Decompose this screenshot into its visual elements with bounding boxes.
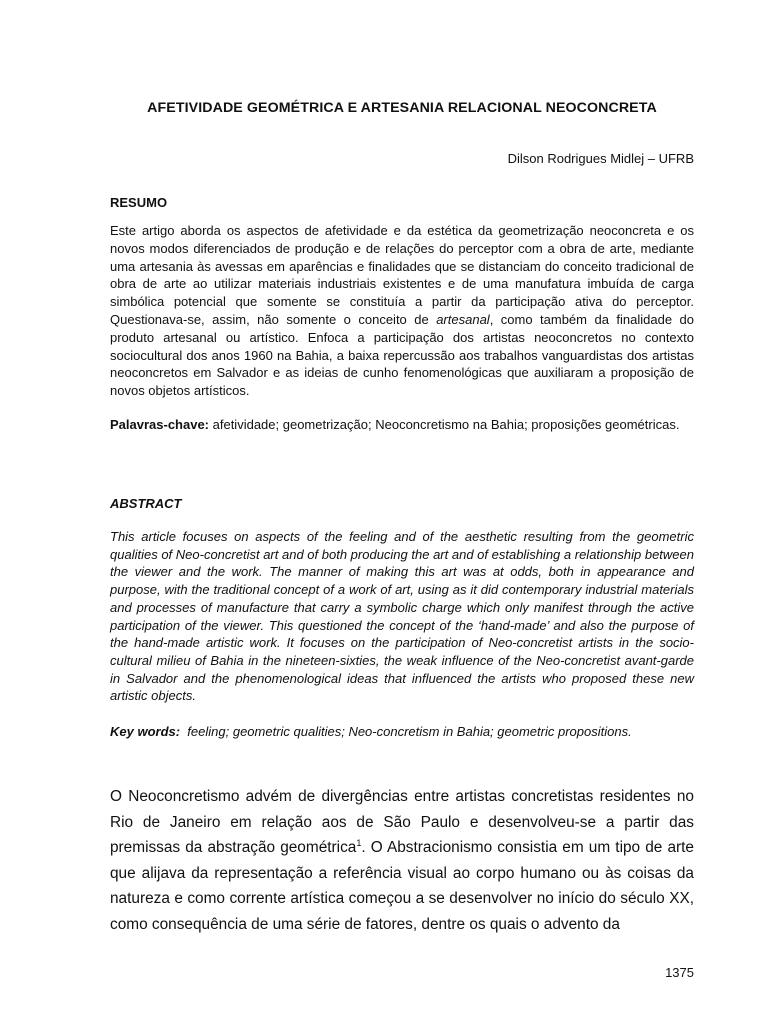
- keywords-pt-label: Palavras-chave:: [110, 417, 210, 432]
- keywords-en-label: Key words:: [110, 724, 181, 739]
- body-text-1: O Neoconcretismo advém de divergências entre artistas concretistas residentes no Rio de Janeiro em relação aos de São Paulo e desenvolveu-se a partir das premissas da abstração geométrica: [110, 788, 694, 857]
- page-number: 1375: [665, 965, 694, 980]
- resumo-text-2: , como também da finalidade do produto artesanal ou artístico. Enfoca a participação dos artistas neoconcretos no contexto sociocultural dos anos 1960 na Bahia, a baixa repercussão aos trabalhos vanguardistas dos artistas neoconcretos em Salvador e as ideias de cunho fenomenológicas que auxiliaram a proposição de novos objetos artísticos.: [110, 311, 694, 399]
- resumo-text-1: Este artigo aborda os aspectos de afetividade e da estética da geometrização neoconcreta e os novos modos diferenciados de produção e de relações do perceptor com a obra de arte, mediante uma artesania às avessas em aparências e finalidades que se distanciam do conceito tradicional de obra de arte ao utilizar materiais industriais existentes e de uma manufatura imbuída de carga simbólica potencial que somente se constituía a partir da participação ativa do perceptor. Questionava-se, assim, não somente o conceito de: [110, 223, 694, 327]
- body-paragraph: [110, 784, 694, 938]
- keywords-pt-text: afetividade; geometrização; Neoconcretismo na Bahia; proposições geométricas.: [209, 417, 680, 432]
- abstract-paragraph: This article focuses on aspects of the feeling and of the aesthetic resulting from the geometric qualities of Neo-concretist art and of both producing the art and of establishing a relationship between the viewer and the work. The manner of making this art was at odds, both in appearance and purpose, with the traditional concept of a work of art, using as it did contemporary industrial materials and processes of manufacture that carry a symbolic charge which only manifest through the active participation of the viewer. This questioned the concept of the ‘hand-made’ and also the purpose of the hand-made artistic work. It focuses on the participation of Neo-concretist artists in the socio-cultural milieu of Bahia in the nineteen-sixties, the weak influence of the Neo-concretist avant-garde in Salvador and the phenomenological ideas that influenced the artists who proposed these new artistic objects.: [110, 529, 694, 704]
- resumo-heading: RESUMO: [110, 195, 168, 210]
- keywords-en: [110, 723, 694, 741]
- article-title: AFETIVIDADE GEOMÉTRICA E ARTESANIA RELACIONAL NEOCONCRETA: [147, 100, 657, 116]
- keywords-pt: [110, 416, 694, 434]
- resumo-paragraph: [110, 222, 694, 400]
- keywords-en-text: feeling; geometric qualities; Neo-concretism in Bahia; geometric propositions.: [180, 724, 632, 739]
- abstract-heading: ABSTRACT: [110, 496, 182, 511]
- resumo-italic-term: artesanal: [436, 311, 490, 327]
- body-text-2: . O Abstracionismo consistia em um tipo de arte que alijava da representação a referência visual ao corpo humano ou às coisas da natureza e como corrente artística começou a se desenvolver no início do século XX, como consequência de uma série de fatores, dentre os quais o advento da: [110, 839, 694, 933]
- author-line: Dilson Rodrigues Midlej – UFRB: [507, 151, 694, 166]
- document-page: [110, 0, 694, 1024]
- footnote-reference[interactable]: 1: [356, 838, 362, 849]
